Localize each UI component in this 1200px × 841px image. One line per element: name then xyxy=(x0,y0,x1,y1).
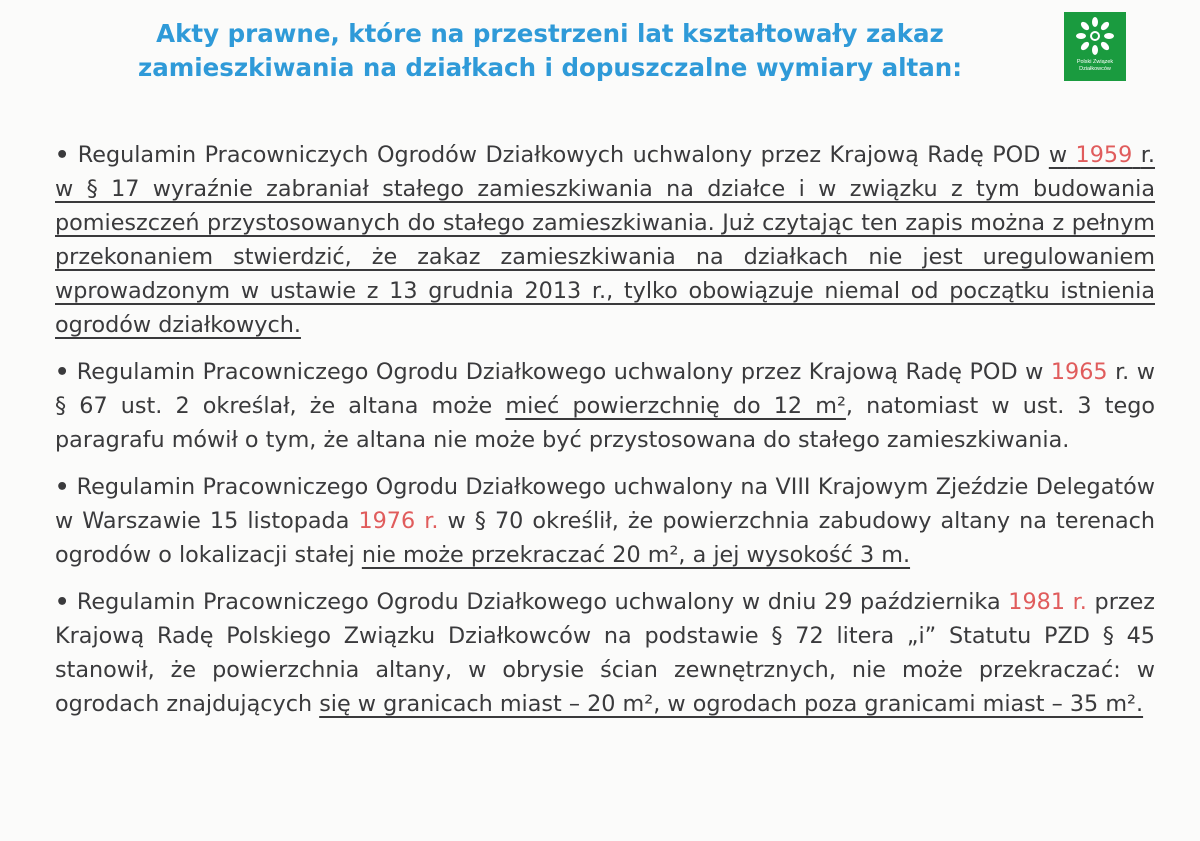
year-highlight: 1965 xyxy=(1050,359,1108,385)
underlined-text: w 1959 r. w § 17 wyraźnie zabraniał stałego zamieszkiwania na działce i w związku z tym budowania pomieszczeń przystosowanych do stałego zamieszkiwania. Już czytając ten zapis można z pełnym przekonaniem stwierdzić, że zakaz zamieszkiwania na działkach nie jest uregulowaniem wprowadzonym w ustawie z 13 grudnia 2013 r., tylko obowiązuje niemal od początku istnienia ogrodów działkowych. xyxy=(55,142,1155,338)
item-text: w § 70 określił, że powierzchnia zabudowy altany na terenach ogrodów o lokalizacji stałej xyxy=(55,508,1156,568)
list-item-1965 xyxy=(55,355,1155,457)
page-title xyxy=(100,17,1000,85)
item-text: Regulamin Pracowniczych Ogrodów Działkowych uchwalony przez Krajową Radę POD xyxy=(77,142,1041,168)
item-text: , natomiast w ust. 3 tego paragrafu mówił o tym, że altana nie może być przystosowana do stałego zamieszkiwania. xyxy=(55,393,1155,453)
bullet: • xyxy=(55,142,70,168)
bullet: • xyxy=(55,589,70,615)
underlined-text: mieć powierzchnię do 12 m² xyxy=(505,393,846,419)
pzd-logo xyxy=(1064,12,1126,81)
legal-acts-list xyxy=(55,138,1155,734)
year-highlight: 1981 r. xyxy=(1008,589,1087,615)
list-item-1959 xyxy=(55,138,1155,342)
pzd-emblem-icon xyxy=(1075,16,1115,56)
logo-text: Polski Związek Działkowców xyxy=(1076,59,1114,72)
list-item-1976 xyxy=(55,470,1155,572)
item-text: Regulamin Pracowniczego Ogrodu Działkowego uchwalony na VIII Krajowym Zjeździe Delegatów w Warszawie 15 listopada xyxy=(55,474,1155,534)
item-text: Regulamin Pracowniczego Ogrodu Działkowego uchwalony w dniu 29 października xyxy=(76,589,1001,615)
item-text: r. w § 67 ust. 2 określał, że altana może xyxy=(55,359,1155,419)
item-text: Regulamin Pracowniczego Ogrodu Działkowego uchwalony przez Krajową Radę POD w xyxy=(76,359,1044,385)
year-highlight: 1976 r. xyxy=(358,508,439,534)
list-item-1981 xyxy=(55,585,1155,721)
title-line-2: zamieszkiwania na działkach i dopuszczalne wymiary altan: xyxy=(137,53,963,82)
underlined-text: nie może przekraczać 20 m², a jej wysokość 3 m. xyxy=(361,542,911,568)
bullet: • xyxy=(55,474,70,500)
bullet: • xyxy=(55,359,70,385)
year-highlight: 1959 xyxy=(1075,142,1133,168)
item-text: przez Krajową Radę Polskiego Związku Działkowców na podstawie § 72 litera „i” Statutu PZD § 45 stanowił, że powierzchnia altany, w obrysie ścian zewnętrznych, nie może przekraczać: w ogrodach znajdujących xyxy=(55,589,1155,717)
underlined-text: się w granicach miast – 20 m², w ogrodach poza granicami miast – 35 m². xyxy=(319,691,1144,717)
title-line-1: Akty prawne, które na przestrzeni lat kształtowały zakaz xyxy=(156,19,944,48)
